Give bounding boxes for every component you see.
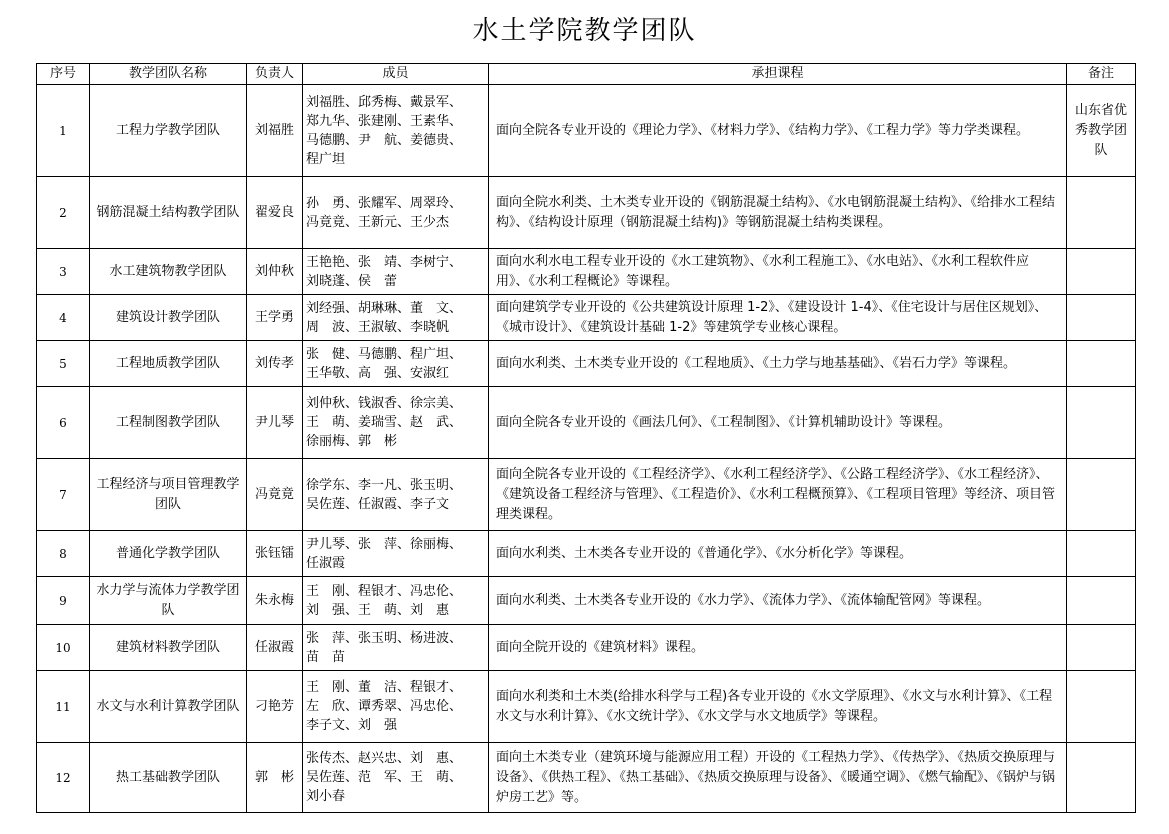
row-remark [1067,295,1136,341]
row-remark: 山东省优秀教学团队 [1067,85,1136,177]
header-seq: 序号 [37,64,90,85]
row-leader: 刘仲秋 [247,249,303,295]
row-courses: 面向水利水电工程专业开设的《水工建筑物》、《水利工程施工》、《水电站》、《水利工程软件应用》、《水利工程概论》等课程。 [489,249,1067,295]
row-members: 刘仲秋、钱淑香、徐宗美、 王 萌、姜瑞雪、赵 武、 徐丽梅、郭 彬 [303,387,489,459]
row-remark [1067,577,1136,625]
row-members: 张 健、马德鹏、程广坦、 王华敬、高 强、安淑红 [303,341,489,387]
row-members: 尹儿琴、张 萍、徐丽梅、 任淑霞 [303,531,489,577]
row-seq: 7 [37,459,90,531]
row-courses: 面向全院各专业开设的《画法几何》、《工程制图》、《计算机辅助设计》等课程。 [489,387,1067,459]
row-members: 徐学东、李一凡、张玉明、 吴佐莲、任淑霞、李子文 [303,459,489,531]
row-seq: 9 [37,577,90,625]
row-courses: 面向全院开设的《建筑材料》课程。 [489,625,1067,671]
header-row [37,64,1136,85]
table-row [37,531,1136,577]
row-team-name: 水文与水利计算教学团队 [90,671,247,743]
row-remark [1067,249,1136,295]
row-remark [1067,387,1136,459]
table-row [37,387,1136,459]
row-seq: 10 [37,625,90,671]
row-team-name: 建筑材料教学团队 [90,625,247,671]
row-remark [1067,177,1136,249]
row-courses: 面向土木类专业（建筑环境与能源应用工程）开设的《工程热力学》、《传热学》、《热质交换原理与设备》、《供热工程》、《热工基础》、《热质交换原理与设备》、《暖通空调》、《燃气输配》、《锅炉与锅炉房工艺》等。 [489,743,1067,813]
row-leader: 冯竟竟 [247,459,303,531]
row-team-name: 建筑设计教学团队 [90,295,247,341]
row-leader: 尹儿琴 [247,387,303,459]
page-title: 水土学院教学团队 [472,16,697,46]
row-members: 张传杰、赵兴忠、刘 惠、 吴佐莲、范 军、王 萌、 刘小春 [303,743,489,813]
header-courses: 承担课程 [489,64,1067,85]
row-team-name: 水工建筑物教学团队 [90,249,247,295]
row-remark [1067,743,1136,813]
row-seq: 12 [37,743,90,813]
row-seq: 3 [37,249,90,295]
header-members: 成员 [303,64,489,85]
row-courses: 面向水利类、土木类各专业开设的《普通化学》、《水分析化学》等课程。 [489,531,1067,577]
row-leader: 王学勇 [247,295,303,341]
row-seq: 6 [37,387,90,459]
table-row [37,295,1136,341]
row-leader: 郭 彬 [247,743,303,813]
row-seq: 2 [37,177,90,249]
row-team-name: 热工基础教学团队 [90,743,247,813]
row-seq: 11 [37,671,90,743]
table-row [37,459,1136,531]
row-courses: 面向水利类和土木类(给排水科学与工程)各专业开设的《水文学原理》、《水文与水利计算》、《工程水文与水利计算》、《水文统计学》、《水文学与水文地质学》等课程。 [489,671,1067,743]
row-courses: 面向建筑学专业开设的《公共建筑设计原理 1-2》、《建设设计 1-4》、《住宅设计与居住区规划》、《城市设计》、《建筑设计基础 1-2》等建筑学专业核心课程。 [489,295,1067,341]
row-remark [1067,341,1136,387]
table-row [37,625,1136,671]
row-seq: 8 [37,531,90,577]
row-remark [1067,671,1136,743]
row-team-name: 工程力学教学团队 [90,85,247,177]
header-leader: 负责人 [247,64,303,85]
row-team-name: 水力学与流体力学教学团队 [90,577,247,625]
header-name: 教学团队名称 [90,64,247,85]
row-members: 王 刚、董 洁、程银才、 左 欣、谭秀翠、冯忠伦、 李子文、刘 强 [303,671,489,743]
row-courses: 面向水利类、土木类专业开设的《工程地质》、《土力学与地基基础》、《岩石力学》等课程。 [489,341,1067,387]
row-team-name: 普通化学教学团队 [90,531,247,577]
table-row [37,671,1136,743]
row-team-name: 工程地质教学团队 [90,341,247,387]
row-leader: 任淑霞 [247,625,303,671]
row-members: 张 萍、张玉明、杨进波、 苗 苗 [303,625,489,671]
table-row [37,177,1136,249]
row-leader: 刘传孝 [247,341,303,387]
table-row [37,743,1136,813]
row-members: 刘经强、胡琳琳、董 文、 周 波、王淑敏、李晓帆 [303,295,489,341]
row-members: 王艳艳、张 靖、李树宁、 刘晓蓬、侯 蕾 [303,249,489,295]
table-row [37,249,1136,295]
row-remark [1067,531,1136,577]
header-remark: 备注 [1067,64,1136,85]
row-courses: 面向全院各专业开设的《工程经济学》、《水利工程经济学》、《公路工程经济学》、《水工程经济》、《建筑设备工程经济与管理》、《工程造价》、《水利工程概预算》、《工程项目管理》等经济、项目管理类课程。 [489,459,1067,531]
row-members: 孙 勇、张耀军、周翠玲、 冯竟竟、王新元、王少杰 [303,177,489,249]
row-leader: 翟爱良 [247,177,303,249]
row-members: 刘福胜、邱秀梅、戴景军、 郑九华、张建刚、王素华、 马德鹏、尹 航、姜德贵、 程广坦 [303,85,489,177]
row-team-name: 钢筋混凝土结构教学团队 [90,177,247,249]
row-leader: 朱永梅 [247,577,303,625]
row-leader: 刘福胜 [247,85,303,177]
row-courses: 面向水利类、土木类各专业开设的《水力学》、《流体力学》、《流体输配管网》等课程。 [489,577,1067,625]
table-row [37,577,1136,625]
row-seq: 1 [37,85,90,177]
row-members: 王 刚、程银才、冯忠伦、 刘 强、王 萌、刘 惠 [303,577,489,625]
row-team-name: 工程经济与项目管理教学团队 [90,459,247,531]
row-remark [1067,459,1136,531]
table-row [37,341,1136,387]
row-seq: 5 [37,341,90,387]
teaching-team-table [36,63,1136,813]
table-row [37,85,1136,177]
row-seq: 4 [37,295,90,341]
row-courses: 面向全院各专业开设的《理论力学》、《材料力学》、《结构力学》、《工程力学》等力学类课程。 [489,85,1067,177]
row-remark [1067,625,1136,671]
row-leader: 刁艳芳 [247,671,303,743]
row-courses: 面向全院水利类、土木类专业开设的《钢筋混凝土结构》、《水电钢筋混凝土结构》、《给排水工程结构》、《结构设计原理（钢筋混凝土结构)》等钢筋混凝土结构类课程。 [489,177,1067,249]
row-leader: 张钰镭 [247,531,303,577]
row-team-name: 工程制图教学团队 [90,387,247,459]
